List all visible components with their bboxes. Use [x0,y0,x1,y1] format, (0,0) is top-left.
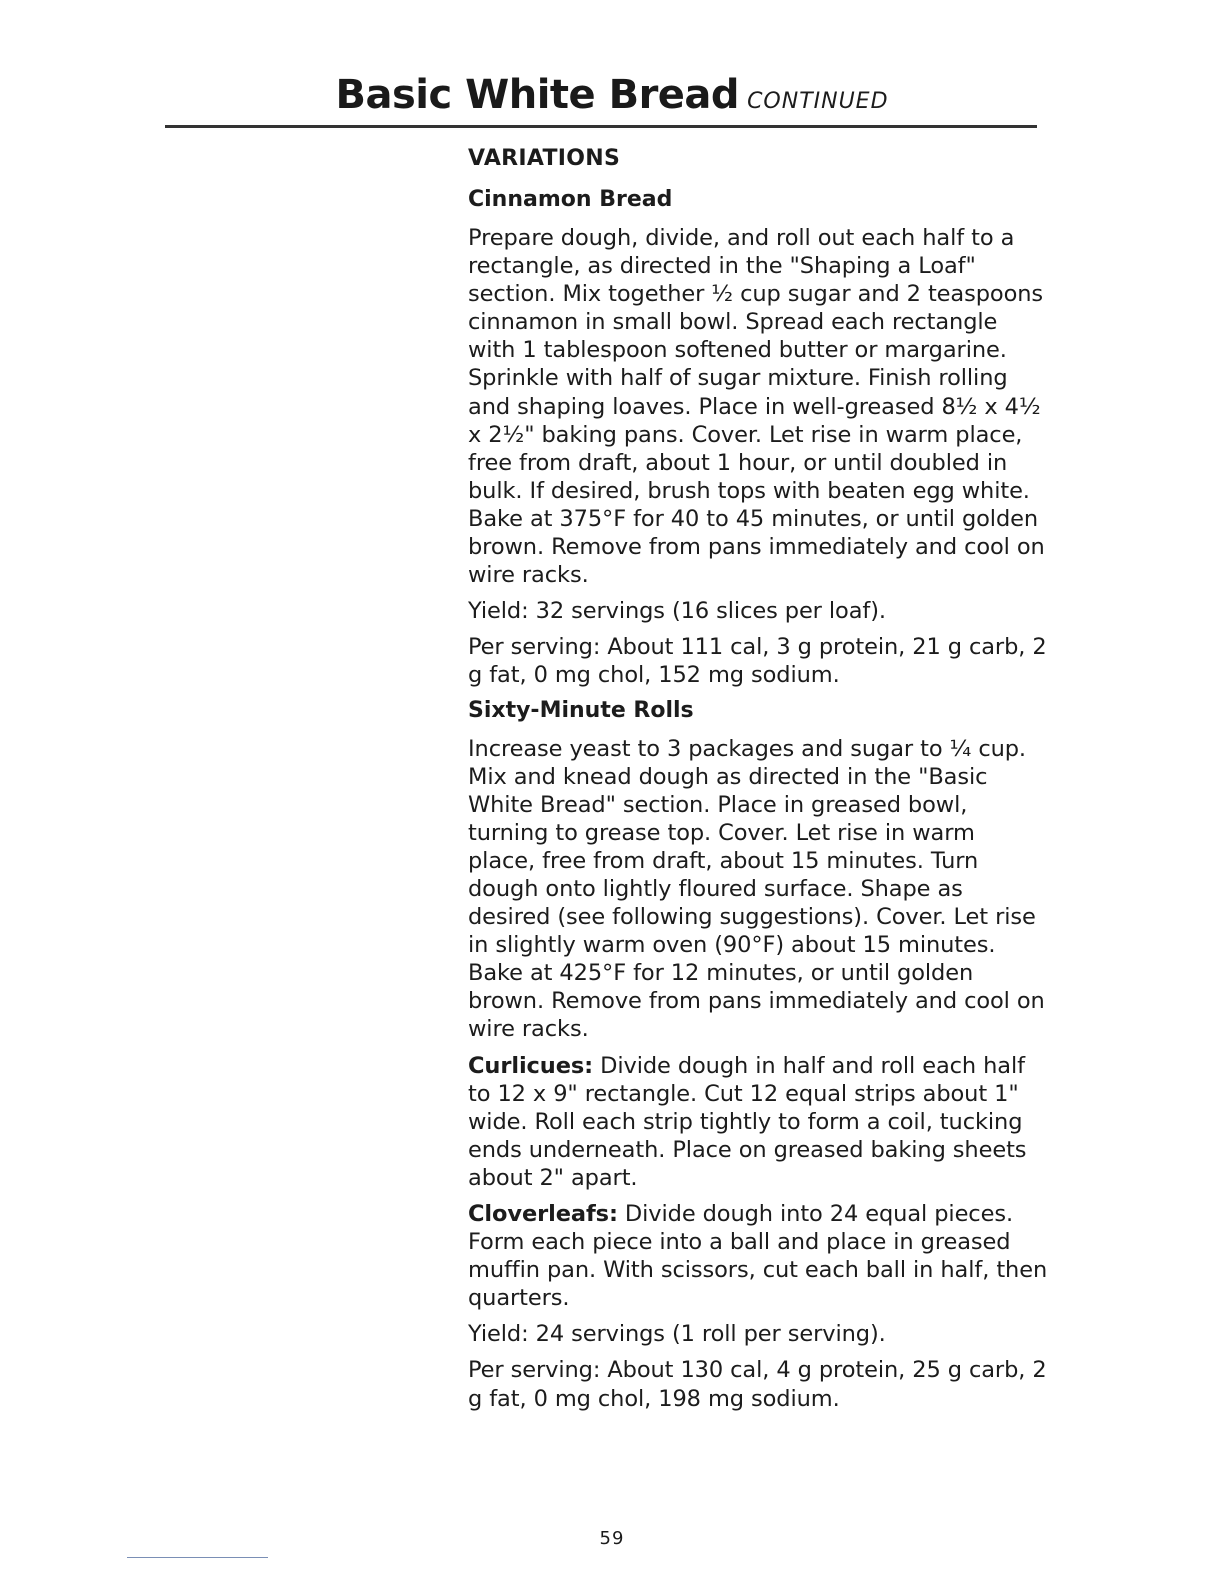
sixty-minute-rolls-heading: Sixty-Minute Rolls [468,697,694,723]
curlicues-text: Divide dough in half and roll each half to 12 x 9" rectangle. Cut 12 equal strips about 1" wide. Roll each strip tightly to form a coil, tucking ends underneath. Place on greased baking sheets about 2" apart. [468,1052,1027,1191]
footer-rule [127,1557,268,1558]
recipe-content [468,146,1048,1421]
cinnamon-bread-heading: Cinnamon Bread [468,187,673,212]
variations-heading: VARIATIONS [468,146,621,171]
sixty-minute-rolls-yield: Yield: 24 servings (1 roll per serving). [468,1321,886,1348]
cinnamon-bread-instructions: Prepare dough, divide, and roll out each half to a rectangle, as directed in the "Shaping a Loaf" section. Mix together ½ cup sugar and 2 teaspoons cinnamon in small bowl. Spread each rectangle with 1 tablespoon softened butter or margarine. Sprinkle with half of sugar mixture. Finish rolling and shaping loaves. Place in well-greased 8½ x 4½ x 2½" baking pans. Cover. Let rise in warm place, free from draft, about 1 hour, or until doubled in bulk. If desired, brush tops with beaten egg white. Bake at 375°F for 40 to 45 minutes, or until golden brown. Remove from pans immediately and cool on wire racks. [468,225,1045,589]
page-subtitle: CONTINUED [747,89,889,114]
page-header [0,72,1224,118]
cloverleafs-label: Cloverleafs: [468,1201,618,1227]
cloverleafs-text: Divide dough into 24 equal pieces. Form each piece into a ball and place in greased muffin pan. With scissors, cut each ball in half, then quarters. [468,1201,1048,1312]
cloverleafs-paragraph [468,1200,1048,1312]
page-number: 59 [599,1528,625,1549]
sixty-minute-rolls-nutrition: Per serving: About 130 cal, 4 g protein, 25 g carb, 2 g fat, 0 mg chol, 198 mg sodium. [468,1357,1047,1412]
sixty-minute-rolls-instructions: Increase yeast to 3 packages and sugar to ¼ cup. Mix and knead dough as directed in the "Basic White Bread" section. Place in greased bowl, turning to grease top. Cover. Let rise in warm place, free from draft, about 15 minutes. Turn dough onto lightly floured surface. Shape as desired (see following suggestions). Cover. Let rise in slightly warm oven (90°F) about 15 minutes. Bake at 425°F for 12 minutes, or until golden brown. Remove from pans immediately and cool on wire racks. [468,735,1045,1043]
cinnamon-bread-yield: Yield: 32 servings (16 slices per loaf). [468,598,886,625]
cinnamon-bread-nutrition: Per serving: About 111 cal, 3 g protein, 21 g carb, 2 g fat, 0 mg chol, 152 mg sodium. [468,634,1047,689]
curlicues-paragraph [468,1052,1048,1192]
curlicues-label: Curlicues: [468,1052,594,1079]
page-title: Basic White Bread [335,72,740,118]
header-rule [165,125,1037,128]
